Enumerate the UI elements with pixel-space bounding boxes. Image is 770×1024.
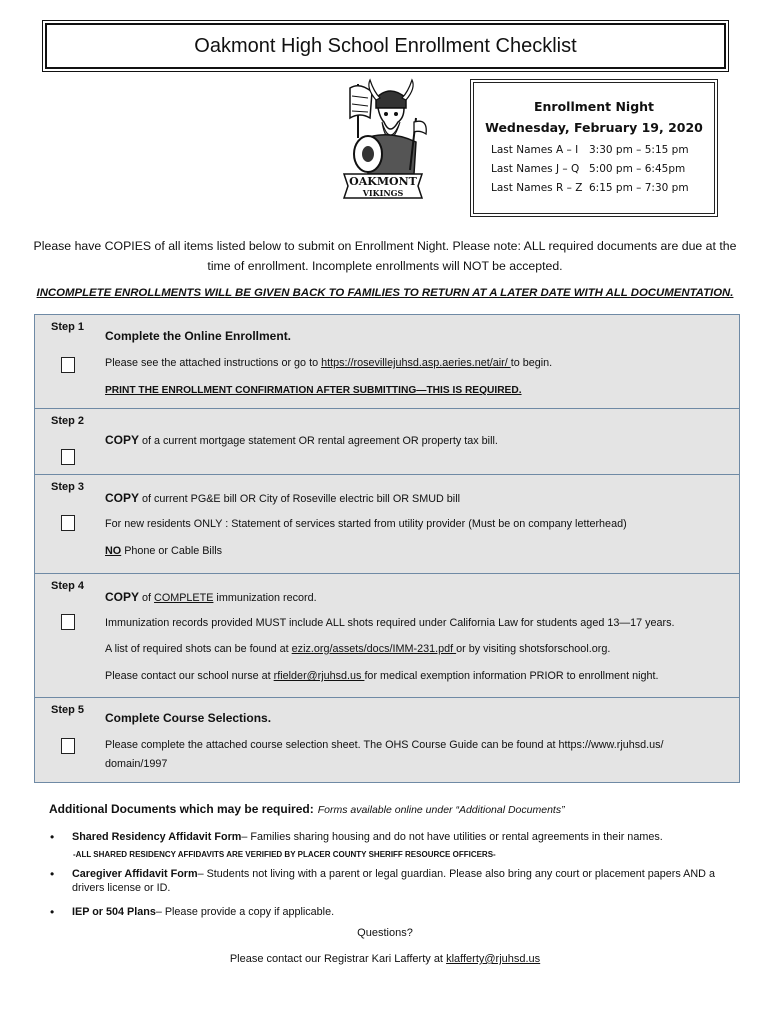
step-label: Step 5: [51, 704, 85, 716]
incomplete-warning: INCOMPLETE ENROLLMENTS WILL BE GIVEN BACK TO FAMILIES TO RETURN AT A LATER DATE WITH ALL DOCUMENTATION.: [36, 287, 734, 299]
step-4-nurse-contact: [105, 670, 658, 682]
bullet-icon: •: [50, 905, 55, 919]
step-1-text-b: to begin.: [510, 357, 553, 369]
step-3-checkbox[interactable]: [61, 515, 75, 531]
step-4-text-a: of: [139, 592, 155, 604]
page-title: Oakmont High School Enrollment Checklist: [45, 23, 726, 69]
schedule-times: 6:15 pm – 7:30 pm: [589, 182, 689, 194]
step-3-text: [105, 491, 460, 505]
step-3-no-phone: [105, 545, 222, 557]
step-label: Step 4: [51, 580, 85, 592]
caregiver-text: [72, 867, 732, 895]
schedule-names: Last Names J – Q: [491, 163, 580, 175]
additional-documents-heading: [49, 802, 565, 816]
step-2-description: of a current mortgage statement OR rental agreement OR property tax bill.: [139, 435, 498, 447]
bullet-icon: •: [50, 867, 55, 881]
bullet-icon: •: [50, 830, 55, 844]
step-4-checkbox[interactable]: [61, 614, 75, 630]
intro-line-1: Please have COPIES of all items listed below to submit on Enrollment Night. Please note: ALL required documents are due at the: [33, 239, 737, 253]
registrar-text: Please contact our Registrar Kari Lafferty at: [229, 953, 447, 965]
no-label: NO: [105, 545, 122, 557]
additional-subtitle: Forms available online under “Additional Documents”: [317, 804, 565, 816]
step-1-checkbox[interactable]: [61, 357, 75, 373]
schedule-times: 3:30 pm – 5:15 pm: [589, 144, 689, 156]
caregiver-description: – Students not living with a parent or legal guardian. Please also bring any court or placement papers AND a drivers license or ID.: [72, 868, 715, 894]
step-2-row: [35, 409, 739, 475]
step-4-requirements: Immunization records provided MUST include ALL shots required under California Law for students aged 13—17 years.: [105, 617, 675, 629]
step-4-text: [105, 590, 317, 604]
step-5-checkbox[interactable]: [61, 738, 75, 754]
logo-text-top: OAKMONT: [349, 175, 417, 188]
caregiver-form-label: Caregiver Affidavit Form: [72, 868, 198, 880]
schedule-names: Last Names A – I: [491, 144, 579, 156]
step-2-checkbox[interactable]: [61, 449, 75, 465]
aeries-link[interactable]: https://rosevillejuhsd.asp.aeries.net/air/: [321, 357, 511, 369]
step-4-nurse-text-a: Please contact our school nurse at: [105, 670, 274, 682]
step-4-shots-text-b: or by visiting shotsforschool.org.: [456, 643, 611, 655]
enrollment-night-box: [473, 82, 715, 214]
step-4-shots-text-a: A list of required shots can be found at: [105, 643, 292, 655]
step-1-print-notice: PRINT THE ENROLLMENT CONFIRMATION AFTER SUBMITTING—THIS IS REQUIRED.: [105, 385, 522, 396]
questions-label: Questions?: [357, 927, 413, 939]
intro-line-2: time of enrollment. Incomplete enrollments will NOT be accepted.: [207, 259, 563, 273]
registrar-contact: [0, 953, 770, 965]
schedule-row: [474, 182, 714, 194]
step-4-nurse-text-b: for medical exemption information PRIOR to enrollment night.: [364, 670, 659, 682]
iep-description: – Please provide a copy if applicable.: [155, 906, 335, 918]
iep-text: [72, 905, 732, 919]
schedule-row: [474, 163, 714, 175]
step-5-line-2: domain/1997: [105, 758, 168, 770]
step-2-text: [105, 433, 498, 447]
copy-label: COPY: [105, 590, 140, 604]
intro-text: [20, 236, 750, 276]
shared-residency-description: – Families sharing housing and do not have utilities or rental agreements in their names.: [241, 831, 663, 843]
step-1-text-a: Please see the attached instructions or go to: [105, 357, 322, 369]
step-4-shots-list: [105, 643, 610, 655]
nurse-email-link[interactable]: rfielder@rjuhsd.us: [273, 670, 365, 682]
enrollment-night-title: Enrollment Night: [533, 99, 655, 114]
step-3-new-residents: For new residents ONLY : Statement of services started from utility provider (Must be on company letterhead): [105, 518, 627, 530]
copy-label: COPY: [105, 433, 140, 447]
step-3-description: of current PG&E bill OR City of Roseville electric bill OR SMUD bill: [139, 493, 461, 505]
step-5-row: [35, 698, 739, 782]
oakmont-vikings-logo: [330, 78, 430, 200]
schedule-times: 5:00 pm – 6:45pm: [589, 163, 686, 175]
step-1-instructions: [105, 357, 552, 369]
step-label: Step 1: [51, 321, 85, 333]
eziz-link[interactable]: eziz.org/assets/docs/IMM-231.pdf: [291, 643, 457, 655]
logo-text-bottom: VIKINGS: [362, 188, 404, 198]
complete-label: COMPLETE: [154, 592, 214, 604]
enrollment-night-date: Wednesday, February 19, 2020: [485, 120, 703, 135]
step-3-row: [35, 475, 739, 574]
step-5-line-1: Please complete the attached course selection sheet. The OHS Course Guide can be found at https://www.rjuhsd.us/: [105, 739, 664, 751]
schedule-names: Last Names R – Z: [491, 182, 583, 194]
schedule-row: [474, 144, 714, 156]
copy-label: COPY: [105, 491, 140, 505]
iep-label: IEP or 504 Plans: [72, 906, 156, 918]
step-4-text-b: immunization record.: [213, 592, 317, 604]
step-1-heading: Complete the Online Enrollment.: [105, 329, 292, 343]
step-1-row: [35, 315, 739, 409]
step-5-heading: Complete Course Selections.: [105, 711, 272, 725]
shared-residency-text: [72, 830, 732, 844]
step-4-row: [35, 574, 739, 698]
sheriff-verification-note: -ALL SHARED RESIDENCY AFFIDAVITS ARE VERIFIED BY PLACER COUNTY SHERIFF RESOURCE OFFICERS-: [73, 850, 496, 859]
shared-residency-form-label: Shared Residency Affidavit Form: [72, 831, 242, 843]
steps-table: [34, 314, 740, 783]
step-label: Step 3: [51, 481, 85, 493]
registrar-email-link[interactable]: klafferty@rjuhsd.us: [446, 953, 541, 965]
step-label: Step 2: [51, 415, 85, 427]
additional-title: Additional Documents which may be required:: [49, 802, 314, 816]
step-3-no-phone-text: Phone or Cable Bills: [121, 545, 223, 557]
